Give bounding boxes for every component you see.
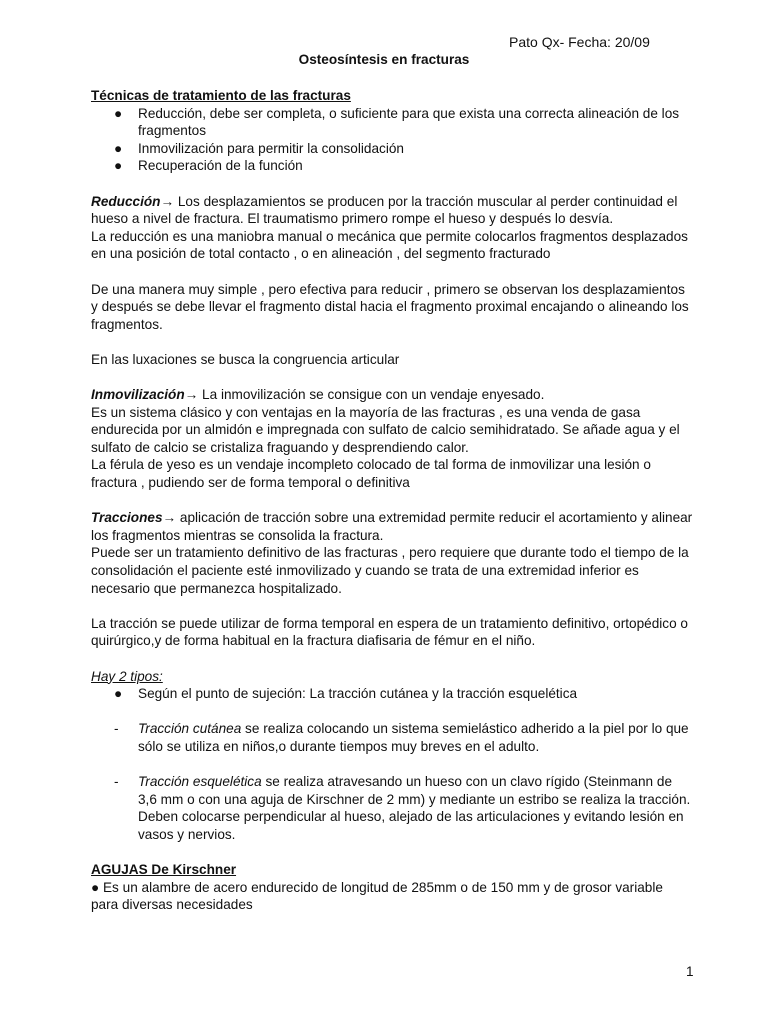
tipos-list <box>91 685 693 703</box>
bullet-icon: ● <box>114 158 123 174</box>
section-heading-tecnicas: Técnicas de tratamiento de las fracturas <box>91 88 351 103</box>
paragraph: Puede ser un tratamiento definitivo de las fracturas , pero requiere que durante todo el tiempo de la consolidación el paciente esté inmovilizado y cuando se trata de una extremidad inferior es necesario que permanezca hospitalizado. <box>91 545 689 596</box>
paragraph: La férula de yeso es un vendaje incompleto colocado de tal forma de inmovilizar una lesión o fractura , pudiendo ser de forma temporal o definitiva <box>91 457 651 491</box>
section-heading-agujas: AGUJAS De Kirschner <box>91 862 237 878</box>
paragraph: En las luxaciones se busca la congruencia articular <box>91 351 400 367</box>
list-item: ● Reducción, debe ser completa, o suficiente para que exista una correcta alineación de los fragmentos <box>114 105 680 139</box>
arrow-icon: → <box>162 510 177 526</box>
list-item-traccion-esqueletica: - Tracción esquelética se realiza atravesando un hueso con un clavo rígido (Steinmann de 3,6 mm o con una aguja de Kirschner de 2 mm) y mediante un estribo se realiza la tracción. Deben colocarse perpendicular al hueso, alejado de las articulaciones y evitando lesión en vasos y nervios. <box>114 774 691 842</box>
paragraph: La tracción se puede utilizar de forma temporal en espera de un tratamiento definitivo, ortopédico o quirúrgico,y de forma habitual en la fractura diafisaria de fémur en el niño. <box>91 615 688 649</box>
header-text: Pato Qx- Fecha: 20/09 <box>509 34 650 50</box>
tipos-heading: Hay 2 tipos: <box>91 668 163 684</box>
paragraph: La reducción es una maniobra manual o mecánica que permite colocarlos fragmentos desplazados en una posición de total contacto , o en alineación , del segmento fracturado <box>91 228 688 262</box>
dash-icon: - <box>114 721 119 737</box>
document-title: Osteosíntesis en fracturas <box>298 52 470 67</box>
term-traccion-cutanea: Tracción cutánea <box>138 721 242 737</box>
arrow-icon: → <box>160 193 175 209</box>
paragraph-inmovilizacion: Inmovilización→ La inmovilización se consigue con un vendaje enyesado. <box>91 387 545 403</box>
paragraph: Es un sistema clásico y con ventajas en la mayoría de las fracturas , es una venda de gasa endurecida por un almidón e impregnada con sulfato de calcio semihidratado. Se añade agua y el sulfato de calcio se cristaliza fraguando y desprendiendo calor. <box>91 404 680 455</box>
document-body <box>91 87 693 914</box>
term-traccion-esqueletica: Tracción esquelética <box>138 774 262 790</box>
list-item: ● Recuperación de la función <box>114 158 303 174</box>
bullet-icon: ● <box>114 105 123 121</box>
paragraph-tracciones: Tracciones→ aplicación de tracción sobre una extremidad permite reducir el acortamiento y alinear los fragmentos mientras se consolida la fractura. <box>91 510 693 543</box>
paragraph-reduccion: Reducción→ Los desplazamientos se producen por la tracción muscular al perder continuidad el hueso a nivel de fractura. El traumatismo primero rompe el hueso y después lo desvía. <box>91 193 678 227</box>
term-inmovilizacion: Inmovilización <box>91 387 185 403</box>
bullet-icon: ● <box>114 140 123 156</box>
list-item: ● Inmovilización para permitir la consolidación <box>114 140 404 156</box>
term-tracciones: Tracciones <box>91 510 163 526</box>
paragraph-agujas: ● Es un alambre de acero endurecido de longitud de 285mm o de 150 mm y de grosor variable para diversas necesidades <box>91 879 663 913</box>
page-number: 1 <box>686 964 694 979</box>
tecnicas-list <box>91 105 693 175</box>
paragraph: De una manera muy simple , pero efectiva para reducir , primero se observan los desplazamientos y después se debe llevar el fragmento distal hacia el fragmento proximal encajando o alineando los fragmentos. <box>91 281 689 332</box>
bullet-icon: ● <box>114 686 123 702</box>
dash-icon: - <box>114 774 119 790</box>
list-item: ● Según el punto de sujeción: La tracción cutánea y la tracción esquelética <box>114 686 578 702</box>
term-reduccion: Reducción <box>91 193 161 209</box>
bullet-icon: ● <box>91 879 100 895</box>
list-item-traccion-cutanea: - Tracción cutánea se realiza colocando un sistema semielástico adherido a la piel por lo que sólo se utiliza en niños,o durante tiempos muy breves en el adulto. <box>114 721 689 754</box>
arrow-icon: → <box>184 387 199 403</box>
